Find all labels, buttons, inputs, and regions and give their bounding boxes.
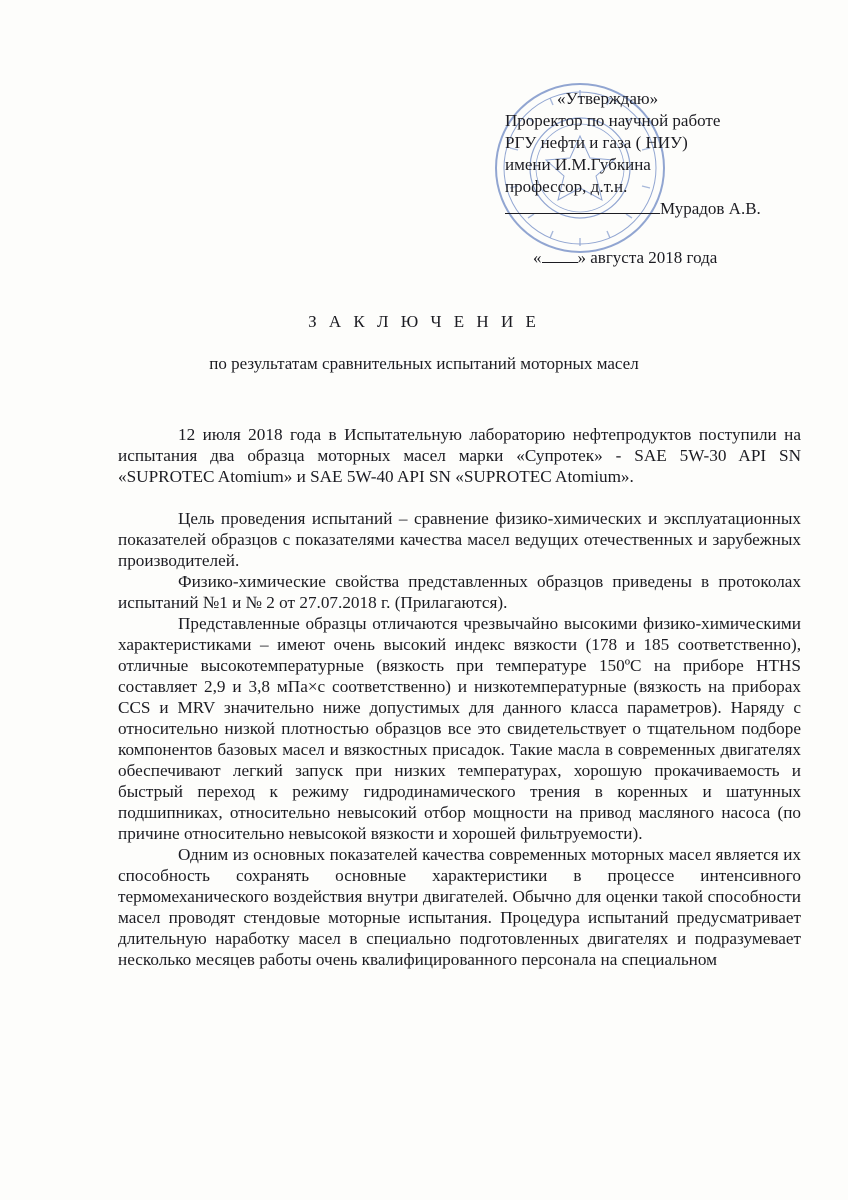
paragraph-1: 12 июля 2018 года в Испытательную лабораторию нефтепродуктов поступили на испытания два образца моторных масел марки «Супротек» - SAE 5W-30 API SN «SUPROTEC Atomium» и SAE 5W-40 API SN «SUPROTEC Atomium». — [118, 425, 801, 486]
document-subtitle: по результатам сравнительных испытаний моторных масел — [209, 354, 639, 373]
approval-signature-row — [505, 198, 805, 220]
paragraph-2: Цель проведения испытаний – сравнение физико-химических и эксплуатационных показателей образцов с показателями качества масел ведущих отечественных и зарубежных производителей. — [118, 509, 801, 570]
signature-line — [505, 199, 660, 214]
paragraph-3: Физико-химические свойства представленных образцов приведены в протоколах испытаний №1 и № 2 от 27.07.2018 г. (Прилагаются). — [118, 572, 801, 612]
approval-university-name: имени И.М.Губкина — [505, 155, 651, 174]
approval-heading: «Утверждаю» — [557, 89, 659, 108]
approval-position: Проректор по научной работе — [505, 111, 721, 130]
document-title: З А К Л Ю Ч Е Н И Е — [308, 312, 540, 331]
paragraph-5: Одним из основных показателей качества современных моторных масел является их способность сохранять основные характеристики в процессе интенсивного термомеханического воздействия внутри двигателей. Обычно для оценки такой способности масел проводят стендовые моторные испытания. Процедура испытаний предусматривает длительную наработку масел в специально подготовленных двигателях и подразумевает несколько месяцев работы очень квалифицированного персонала на специальном — [118, 845, 801, 969]
date-open-quote: « — [533, 248, 542, 267]
date-month-year: » августа 2018 года — [577, 248, 718, 267]
approval-date — [533, 248, 717, 268]
approval-block — [505, 88, 805, 220]
document-body — [118, 424, 801, 970]
date-blank-line — [542, 248, 578, 263]
approval-degree: профессор, д.т.н. — [505, 177, 628, 196]
paragraph-4: Представленные образцы отличаются чрезвычайно высокими физико-химическими характеристиками – имеют очень высокий индекс вязкости (178 и 185 соответственно), отличные высокотемпературные (вязкость при температуре 150ºС на приборе HTHS составляет 2,9 и 3,8 мПа×с соответственно) и низкотемпературные (вязкость на приборах CCS и MRV значительно ниже допустимых для данного класса параметров). Наряду с относительно низкой плотностью образцов все это свидетельствует о тщательном подборе компонентов базовых масел и вязкостных присадок. Такие масла в современных двигателях обеспечивают легкий запуск при низких температурах, хорошую прокачиваемость и быстрый переход к режиму гидродинамического трения в коренных и шатунных подшипниках, относительно невысокий отбор мощности на привод масляного насоса (по причине относительно невысокой вязкости и хорошей фильтруемости). — [118, 614, 801, 843]
signatory-name: Мурадов А.В. — [660, 199, 761, 218]
approval-university: РГУ нефти и газа ( НИУ) — [505, 133, 688, 152]
